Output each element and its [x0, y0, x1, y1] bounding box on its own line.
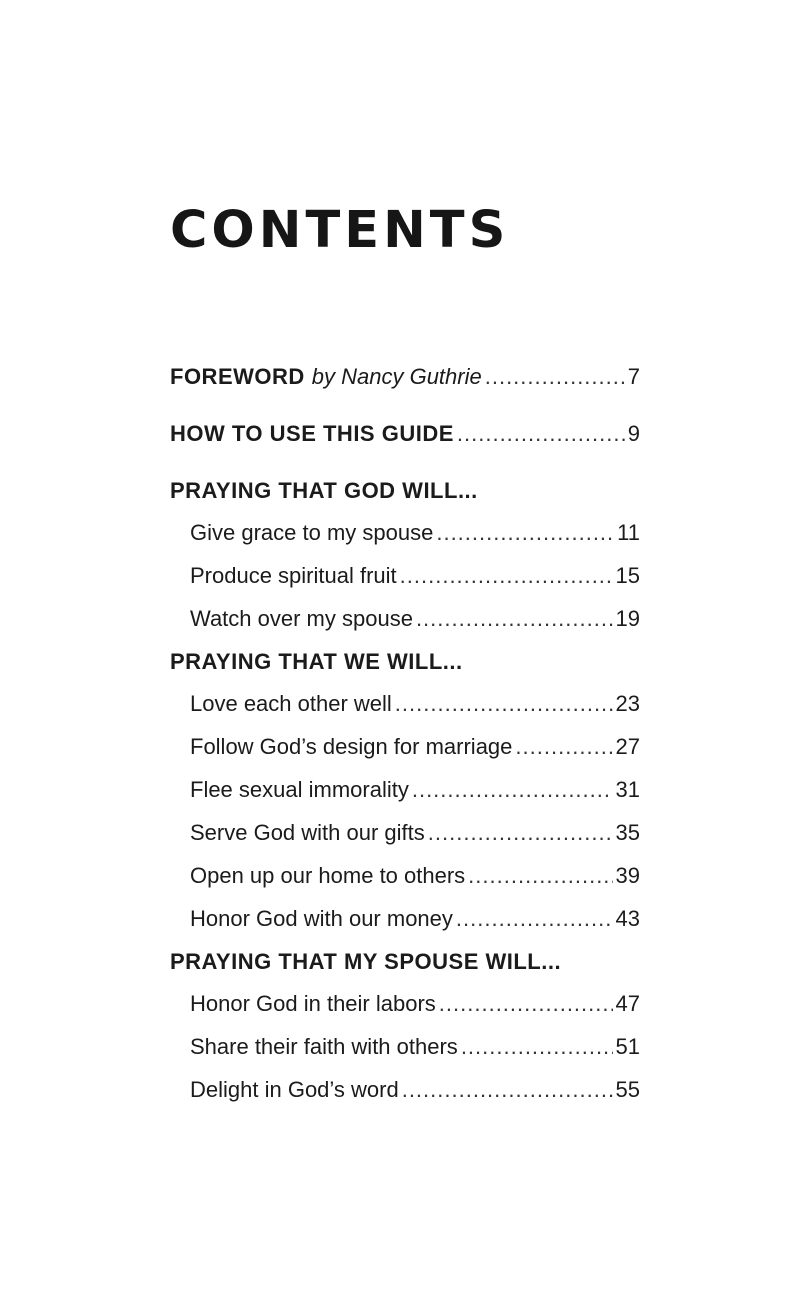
dot-leader	[436, 518, 614, 548]
toc-item-label: Open up our home to others	[190, 863, 466, 888]
toc-item-label: Share their faith with others	[190, 1034, 458, 1059]
section-heading: PRAYING THAT MY SPOUSE WILL...	[170, 949, 562, 974]
toc-item[interactable]	[170, 989, 640, 1019]
toc-item-label: Give grace to my spouse	[190, 520, 434, 545]
toc-item[interactable]	[170, 518, 640, 548]
toc-page-number: 51	[615, 1034, 640, 1059]
toc-item-label: Love each other well	[190, 691, 392, 716]
toc-page-number: 39	[615, 863, 640, 888]
table-of-contents	[170, 362, 640, 1118]
toc-item[interactable]	[170, 604, 640, 634]
dot-leader	[468, 861, 612, 891]
toc-item-label: Watch over my spouse	[190, 606, 413, 631]
toc-item-label: Produce spiritual fruit	[190, 563, 397, 588]
dot-leader	[456, 904, 613, 934]
toc-page-number: 31	[615, 777, 640, 802]
toc-page-number: 47	[615, 991, 640, 1016]
toc-item[interactable]	[170, 689, 640, 719]
toc-page-number: 35	[615, 820, 640, 845]
toc-page-number: 11	[617, 520, 640, 545]
toc-page-number: 7	[627, 364, 640, 389]
dot-leader	[395, 689, 613, 719]
toc-item-label: Delight in God’s word	[190, 1077, 399, 1102]
toc-page-number: 27	[615, 734, 640, 759]
toc-item[interactable]	[170, 861, 640, 891]
toc-item[interactable]	[170, 904, 640, 934]
toc-item[interactable]	[170, 1032, 640, 1062]
dot-leader	[461, 1032, 613, 1062]
toc-section-spouse-will	[170, 947, 640, 1105]
toc-page-number: 55	[615, 1077, 640, 1102]
toc-item[interactable]	[170, 732, 640, 762]
section-heading: PRAYING THAT WE WILL...	[170, 649, 463, 674]
dot-leader	[428, 818, 613, 848]
dot-leader	[439, 989, 613, 1019]
dot-leader	[402, 1075, 613, 1105]
toc-item-label: Serve God with our gifts	[190, 820, 425, 845]
toc-item[interactable]	[170, 818, 640, 848]
toc-page-number: 43	[615, 906, 640, 931]
toc-page-number: 23	[615, 691, 640, 716]
dot-leader	[515, 732, 612, 762]
toc-section-god-will	[170, 476, 640, 634]
toc-item[interactable]	[170, 561, 640, 591]
toc-page-number: 19	[615, 606, 640, 631]
dot-leader	[416, 604, 613, 634]
toc-item-label: Honor God in their labors	[190, 991, 436, 1016]
dot-leader	[457, 419, 625, 449]
toc-entry-foreword[interactable]	[170, 362, 640, 392]
toc-item-label: Follow God’s design for marriage	[190, 734, 513, 759]
toc-item-label: Honor God with our money	[190, 906, 453, 931]
page-title: CONTENTS	[170, 201, 510, 260]
dot-leader	[485, 362, 625, 392]
section-heading: PRAYING THAT GOD WILL...	[170, 478, 478, 503]
toc-entry-label: HOW TO USE THIS GUIDE	[170, 421, 454, 446]
dot-leader	[412, 775, 613, 805]
toc-page-number: 9	[627, 421, 640, 446]
toc-entry-byline: by Nancy Guthrie	[311, 364, 482, 389]
toc-section-we-will	[170, 647, 640, 934]
dot-leader	[400, 561, 613, 591]
toc-item[interactable]	[170, 775, 640, 805]
toc-item[interactable]	[170, 1075, 640, 1105]
toc-page-number: 15	[615, 563, 640, 588]
toc-item-label: Flee sexual immorality	[190, 777, 409, 802]
toc-entry-how-to-use[interactable]	[170, 419, 640, 449]
toc-entry-label: FOREWORD	[170, 364, 305, 389]
